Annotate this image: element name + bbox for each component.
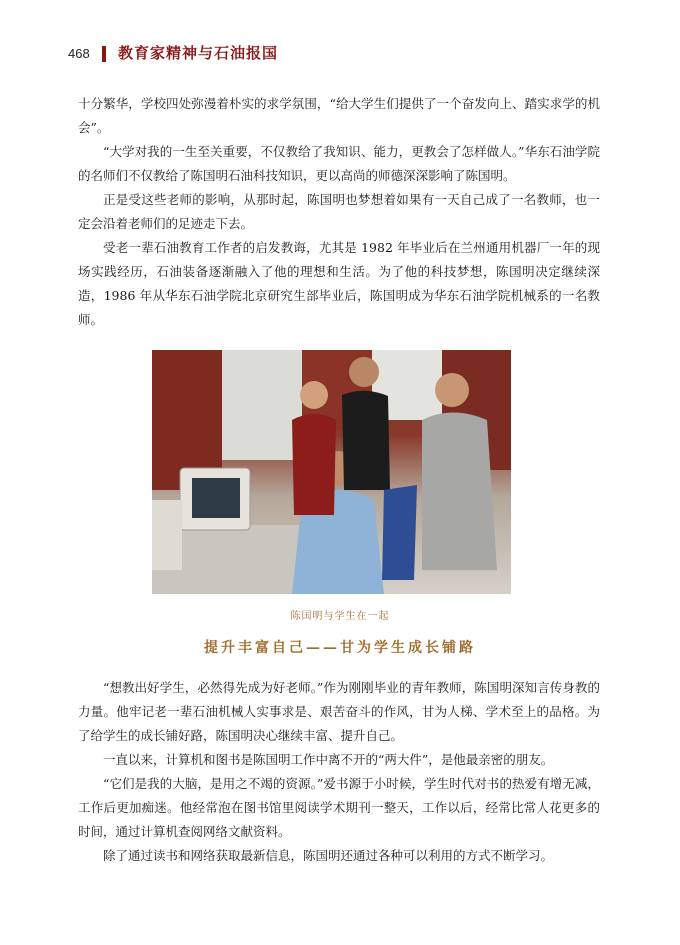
body-text-bottom — [78, 676, 600, 868]
paragraph: “它们是我的大脑，是用之不竭的资源。”爱书源于小时候，学生时代对书的热爱有增无减，工作后更加痴迷。他经常泡在图书馆里阅读学术期刊一整天，工作以后，经常比常人花更多的时间，通过计算机查阅网络文献资料。 — [78, 776, 600, 839]
book-title-logo: 教育家精神与石油报国 — [118, 44, 279, 62]
paragraph: 受老一辈石油教育工作者的启发教诲，尤其是 1982 年毕业后在兰州通用机器厂一年的现场实践经历，石油装备逐渐融入了他的理想和生活。为了他的科技梦想，陈国明决定继续深造，1986 年从华东石油学院北京研究生部毕业后，陈国明成为华东石油学院机械系的一名教师。 — [78, 240, 600, 327]
section-heading: 提升丰富自己——甘为学生成长铺路 — [204, 640, 476, 656]
photo-illustration — [152, 350, 511, 594]
page-number: 468 — [68, 46, 90, 61]
paragraph: 除了通过读书和网络获取最新信息，陈国明还通过各种可以利用的方式不断学习。 — [103, 848, 554, 863]
header-divider-bar — [102, 46, 106, 62]
photo-teacher-with-students — [152, 350, 511, 594]
running-header — [68, 42, 279, 68]
paragraph: “大学对我的一生至关重要，不仅教给了我知识、能力，更教会了怎样做人。”华东石油学院的名师们不仅教给了陈国明石油科技知识，更以高尚的师德深深影响了陈国明。 — [78, 144, 600, 183]
photo-caption: 陈国明与学生在一起 — [290, 611, 390, 622]
paragraph: 正是受这些老师的影响，从那时起，陈国明也梦想着如果有一天自己成了一名教师，也一定会沿着老师们的足迹走下去。 — [78, 192, 600, 231]
paragraph: 十分繁华，学校四处弥漫着朴实的求学氛围，“给大学生们提供了一个奋发向上、踏实求学的机会”。 — [78, 96, 600, 135]
body-text-top — [78, 92, 600, 332]
paragraph: 一直以来，计算机和图书是陈国明工作中离不开的“两大件”，是他最亲密的朋友。 — [103, 752, 554, 767]
paragraph: “想教出好学生，必然得先成为好老师。”作为刚刚毕业的青年教师，陈国明深知言传身教的力量。他牢记老一辈石油机械人实事求是、艰苦奋斗的作风，甘为人梯、学术至上的品格。为了给学生的成长铺好路，陈国明决心继续丰富、提升自己。 — [78, 680, 600, 743]
